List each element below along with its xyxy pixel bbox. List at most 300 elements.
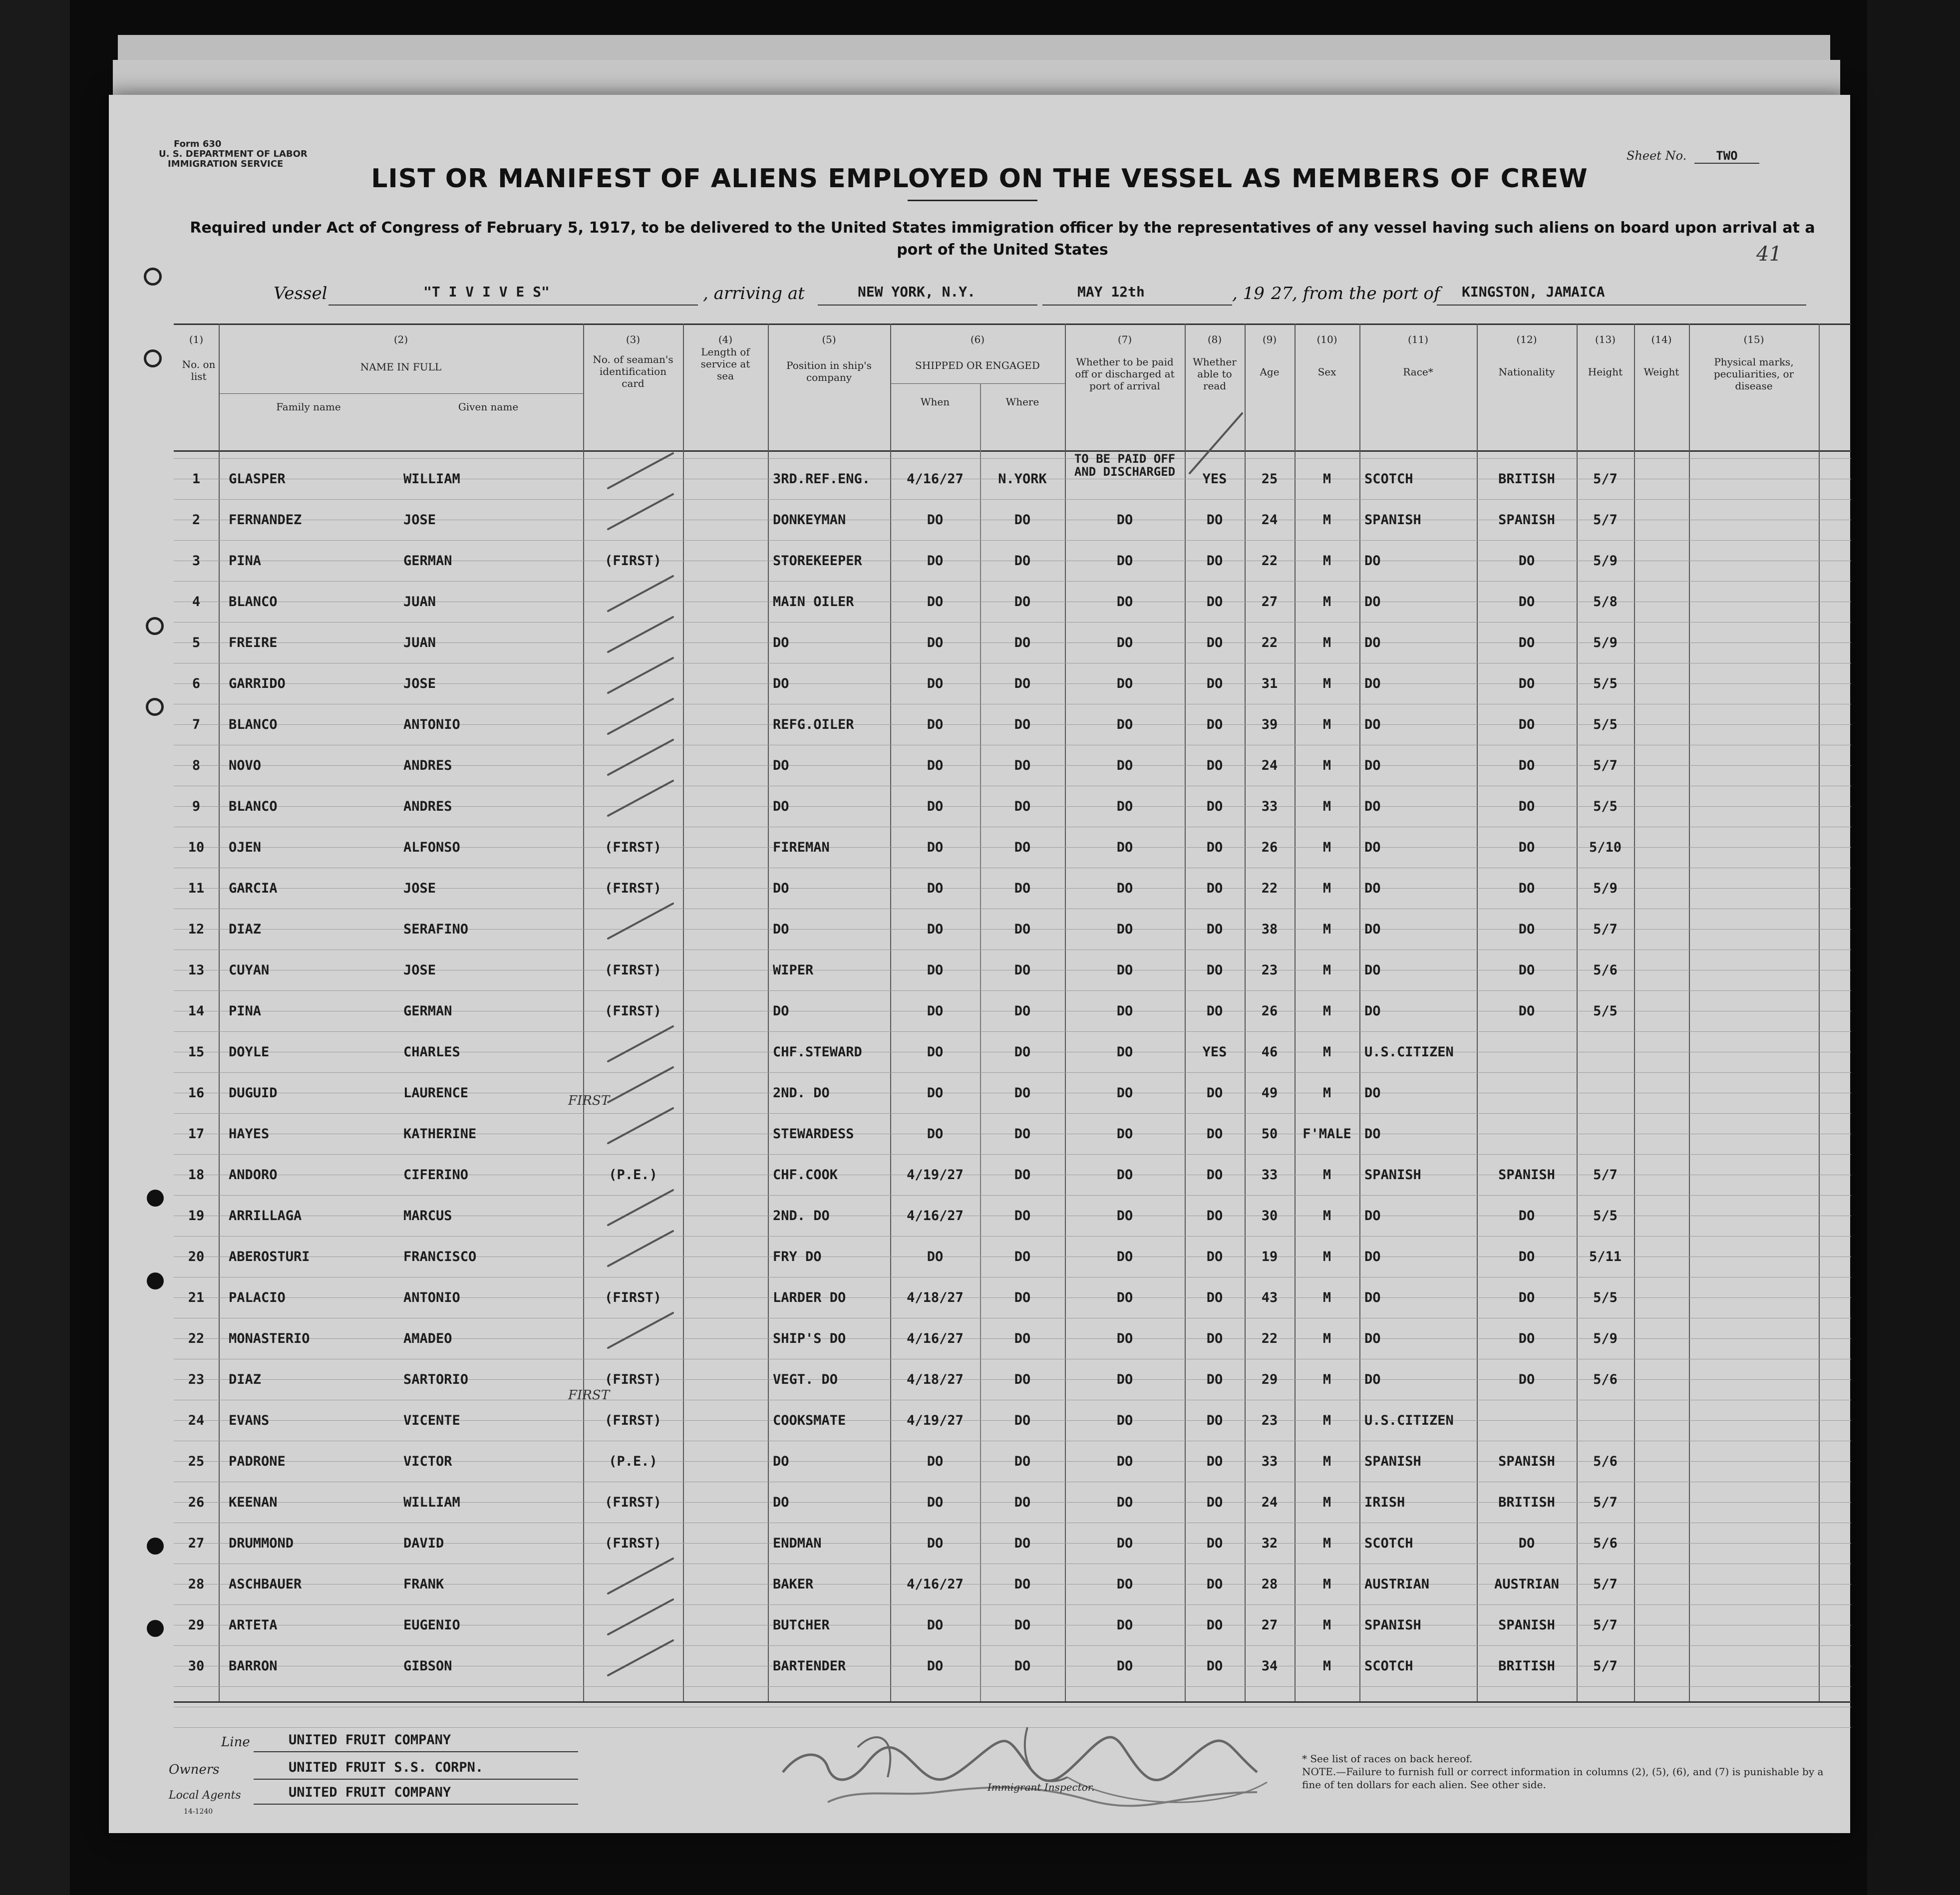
cell-where: DO bbox=[1014, 1577, 1031, 1592]
table-row bbox=[174, 1482, 1851, 1523]
cell-where: DO bbox=[1014, 1372, 1031, 1387]
cell-paid: DO bbox=[1116, 1290, 1133, 1305]
cell-height: 5/7 bbox=[1593, 922, 1618, 937]
cell-sex: M bbox=[1322, 1495, 1331, 1510]
cell-nationality: DO bbox=[1518, 799, 1535, 814]
cell-family: ANDORO bbox=[229, 1167, 278, 1183]
cell-age: 30 bbox=[1261, 1208, 1278, 1224]
cell-read: DO bbox=[1206, 962, 1223, 978]
cell-no: 9 bbox=[192, 799, 201, 814]
cell-sex: M bbox=[1322, 512, 1331, 528]
col-num-7: (7) bbox=[1117, 333, 1132, 345]
cell-sex: M bbox=[1322, 1085, 1331, 1101]
cell-age: 43 bbox=[1261, 1290, 1278, 1305]
cell-height: 5/6 bbox=[1593, 962, 1618, 978]
cell-when: 4/19/27 bbox=[907, 1413, 964, 1428]
col-sub-family: Family name bbox=[276, 401, 341, 413]
cell-read: DO bbox=[1206, 635, 1223, 650]
cell-sex: M bbox=[1322, 471, 1331, 487]
cell-read: DO bbox=[1206, 881, 1223, 896]
agents-label: Local Agents bbox=[169, 1789, 241, 1802]
cell-read: DO bbox=[1206, 594, 1223, 610]
col-label-9: Age bbox=[1260, 366, 1280, 378]
cell-paid: DO bbox=[1116, 1003, 1133, 1019]
cell-height: 5/9 bbox=[1593, 635, 1618, 650]
cell-height: 5/7 bbox=[1593, 512, 1618, 528]
cell-no: 22 bbox=[188, 1331, 205, 1346]
binder-hole bbox=[146, 617, 164, 635]
cell-read: DO bbox=[1206, 1085, 1223, 1101]
col-label-11: Race* bbox=[1403, 366, 1433, 378]
cell-no: 12 bbox=[188, 922, 205, 937]
cell-when: 4/16/27 bbox=[907, 1577, 964, 1592]
cell-nationality: DO bbox=[1518, 635, 1535, 650]
cell-age: 32 bbox=[1261, 1536, 1278, 1551]
cell-position: STOREKEEPER bbox=[773, 553, 862, 569]
cell-where: DO bbox=[1014, 962, 1031, 978]
cell-when: 4/19/27 bbox=[907, 1167, 964, 1183]
cell-race: DO bbox=[1364, 1372, 1381, 1387]
cell-height: 5/10 bbox=[1589, 840, 1622, 855]
cell-race: SPANISH bbox=[1364, 1617, 1421, 1633]
cell-when: DO bbox=[927, 553, 944, 569]
cell-height: 5/7 bbox=[1593, 1495, 1618, 1510]
cell-family: ABEROSTURI bbox=[229, 1249, 310, 1264]
cell-height: 5/9 bbox=[1593, 1331, 1618, 1346]
cell-no: 13 bbox=[188, 962, 205, 978]
cell-read: DO bbox=[1206, 799, 1223, 814]
cell-where: DO bbox=[1014, 881, 1031, 896]
cell-sex: M bbox=[1322, 1044, 1331, 1060]
cell-race: DO bbox=[1364, 1290, 1381, 1305]
cell-when: DO bbox=[927, 635, 944, 650]
cell-no: 25 bbox=[188, 1454, 205, 1469]
table-row bbox=[174, 745, 1851, 786]
cell-height: 5/5 bbox=[1593, 1003, 1618, 1019]
cell-position: CHF.COOK bbox=[773, 1167, 838, 1183]
cell-race: DO bbox=[1364, 635, 1381, 650]
cell-height: 5/5 bbox=[1593, 717, 1618, 732]
cell-position: DONKEYMAN bbox=[773, 512, 846, 528]
cell-when: DO bbox=[927, 717, 944, 732]
cell-paid: DO bbox=[1116, 1044, 1133, 1060]
col-num-5: (5) bbox=[822, 333, 836, 345]
cell-read: YES bbox=[1202, 471, 1227, 487]
cell-race: AUSTRIAN bbox=[1364, 1577, 1430, 1592]
cell-no: 1 bbox=[192, 471, 201, 487]
cell-given: GERMAN bbox=[403, 553, 452, 569]
cell-read: DO bbox=[1206, 1003, 1223, 1019]
cell-when: DO bbox=[927, 1126, 944, 1142]
cell-race: DO bbox=[1364, 676, 1381, 691]
cell-when: DO bbox=[927, 1003, 944, 1019]
cell-given: WILLIAM bbox=[403, 1495, 460, 1510]
cell-no: 4 bbox=[192, 594, 201, 610]
cell-given: JOSE bbox=[403, 962, 436, 978]
cell-when: DO bbox=[927, 881, 944, 896]
cell-read: DO bbox=[1206, 758, 1223, 773]
cell-given: JOSE bbox=[403, 881, 436, 896]
cell-given: GERMAN bbox=[403, 1003, 452, 1019]
cell-position: BUTCHER bbox=[773, 1617, 830, 1633]
cell-race: DO bbox=[1364, 962, 1381, 978]
cell-where: DO bbox=[1014, 1167, 1031, 1183]
col-num-14: (14) bbox=[1651, 333, 1672, 345]
cell-read: DO bbox=[1206, 1208, 1223, 1224]
cell-card: (FIRST) bbox=[605, 1290, 661, 1305]
cell-given: FRANCISCO bbox=[403, 1249, 477, 1264]
cell-family: ARRILLAGA bbox=[229, 1208, 302, 1224]
table-row bbox=[174, 786, 1851, 827]
cell-age: 33 bbox=[1261, 1454, 1278, 1469]
cell-nationality: AUSTRIAN bbox=[1494, 1577, 1560, 1592]
table-row bbox=[174, 1236, 1851, 1277]
cell-nationality: DO bbox=[1518, 1208, 1535, 1224]
cell-when: 4/16/27 bbox=[907, 1331, 964, 1346]
cell-age: 26 bbox=[1261, 840, 1278, 855]
cell-when: DO bbox=[927, 594, 944, 610]
cell-age: 22 bbox=[1261, 635, 1278, 650]
table-row bbox=[174, 1113, 1851, 1154]
agents-value: UNITED FRUIT COMPANY bbox=[289, 1785, 451, 1800]
table-row bbox=[174, 452, 1851, 499]
cell-height: 5/6 bbox=[1593, 1454, 1618, 1469]
cell-given: WILLIAM bbox=[403, 471, 460, 487]
sheet-value: TWO bbox=[1694, 149, 1759, 164]
cell-position: BARTENDER bbox=[773, 1658, 846, 1674]
col-num-11: (11) bbox=[1407, 333, 1429, 345]
cell-no: 15 bbox=[188, 1044, 205, 1060]
cell-position: FIREMAN bbox=[773, 840, 830, 855]
cell-position: DO bbox=[773, 799, 789, 814]
cell-paid: DO bbox=[1116, 1617, 1133, 1633]
owners-underline bbox=[254, 1779, 578, 1780]
cell-card: (FIRST) bbox=[605, 840, 661, 855]
cell-family: OJEN bbox=[229, 840, 262, 855]
cell-paid: DO bbox=[1116, 1331, 1133, 1346]
cell-no: 29 bbox=[188, 1617, 205, 1633]
cell-age: 23 bbox=[1261, 1413, 1278, 1428]
col-num-6: (6) bbox=[970, 333, 985, 345]
cell-paid: DO bbox=[1116, 1085, 1133, 1101]
cell-family: PADRONE bbox=[229, 1454, 286, 1469]
cell-when: 4/16/27 bbox=[907, 471, 964, 487]
cell-given: VICTOR bbox=[403, 1454, 452, 1469]
cell-sex: M bbox=[1322, 799, 1331, 814]
table-row bbox=[174, 868, 1851, 909]
cell-age: 33 bbox=[1261, 1167, 1278, 1183]
cell-race: DO bbox=[1364, 799, 1381, 814]
cell-where: DO bbox=[1014, 676, 1031, 691]
cell-height: 5/8 bbox=[1593, 594, 1618, 610]
cell-no: 18 bbox=[188, 1167, 205, 1183]
cell-given: ANTONIO bbox=[403, 1290, 460, 1305]
table-row bbox=[174, 1031, 1851, 1072]
cell-position: ENDMAN bbox=[773, 1536, 822, 1551]
cell-family: BARRON bbox=[229, 1658, 278, 1674]
cell-position: REFG.OILER bbox=[773, 717, 854, 732]
table-row bbox=[174, 1441, 1851, 1482]
cell-paid: DO bbox=[1116, 1577, 1133, 1592]
cell-read: DO bbox=[1206, 1617, 1223, 1633]
cell-nationality: DO bbox=[1518, 1290, 1535, 1305]
cell-nationality: DO bbox=[1518, 758, 1535, 773]
cell-no: 24 bbox=[188, 1413, 205, 1428]
table-row bbox=[174, 1523, 1851, 1564]
cell-given: JOSE bbox=[403, 512, 436, 528]
cell-given: JOSE bbox=[403, 676, 436, 691]
line-label: Line bbox=[221, 1735, 250, 1750]
cell-nationality: DO bbox=[1518, 1372, 1535, 1387]
cell-age: 22 bbox=[1261, 1331, 1278, 1346]
cell-position: FRY DO bbox=[773, 1249, 822, 1264]
cell-given: FRANK bbox=[403, 1577, 444, 1592]
cell-position: DO bbox=[773, 922, 789, 937]
cell-nationality: DO bbox=[1518, 840, 1535, 855]
cell-no: 6 bbox=[192, 676, 201, 691]
handwritten-first-18: FIRST bbox=[568, 1093, 610, 1108]
cell-where: DO bbox=[1014, 758, 1031, 773]
cell-paid: DO bbox=[1116, 1536, 1133, 1551]
cell-given: ANTONIO bbox=[403, 717, 460, 732]
cell-nationality: SPANISH bbox=[1498, 1617, 1555, 1633]
cell-family: FERNANDEZ bbox=[229, 512, 302, 528]
binder-hole bbox=[147, 1272, 164, 1289]
cell-no: 17 bbox=[188, 1126, 205, 1142]
cell-read: DO bbox=[1206, 1290, 1223, 1305]
cell-height: 5/6 bbox=[1593, 1372, 1618, 1387]
cell-paid: DO bbox=[1116, 512, 1133, 528]
cell-family: NOVO bbox=[229, 758, 262, 773]
table-row bbox=[174, 1318, 1851, 1359]
page-subtitle: Required under Act of Congress of February 5, 1917, to be delivered to the United States immigration officer by the representatives of any vessel having such aliens on board upon arrival at a port of the United States bbox=[190, 219, 1815, 259]
cell-when: DO bbox=[927, 1085, 944, 1101]
vessel-name: "T I V I V E S" bbox=[423, 284, 550, 300]
cell-sex: M bbox=[1322, 1617, 1331, 1633]
table-row bbox=[174, 1359, 1851, 1400]
vessel-line bbox=[274, 280, 1821, 310]
cell-given: JUAN bbox=[403, 635, 436, 650]
arrival-date: MAY 12th bbox=[1077, 284, 1145, 300]
department: U. S. DEPARTMENT OF LABOR bbox=[159, 149, 308, 159]
cell-paid: DO bbox=[1116, 799, 1133, 814]
year-prefix: , 19 bbox=[1232, 284, 1265, 304]
cell-height: 5/5 bbox=[1593, 676, 1618, 691]
cell-nationality: DO bbox=[1518, 1331, 1535, 1346]
table-row bbox=[174, 949, 1851, 990]
table-row bbox=[174, 1154, 1851, 1195]
cell-nationality: SPANISH bbox=[1498, 1167, 1555, 1183]
cell-when: DO bbox=[927, 1249, 944, 1264]
cell-nationality: DO bbox=[1518, 1536, 1535, 1551]
cell-card: (FIRST) bbox=[605, 1413, 661, 1428]
cell-age: 27 bbox=[1261, 594, 1278, 610]
cell-family: PINA bbox=[229, 1003, 262, 1019]
cell-no: 28 bbox=[188, 1577, 205, 1592]
cell-paid: DO bbox=[1116, 1658, 1133, 1674]
cell-no: 10 bbox=[188, 840, 205, 855]
cell-height: 5/7 bbox=[1593, 1167, 1618, 1183]
cell-height: 5/5 bbox=[1593, 1208, 1618, 1224]
cell-read: DO bbox=[1206, 1126, 1223, 1142]
col-sub-where: Where bbox=[1005, 396, 1039, 408]
cell-card: (FIRST) bbox=[605, 1536, 661, 1551]
cell-given: AMADEO bbox=[403, 1331, 452, 1346]
cell-when: DO bbox=[927, 962, 944, 978]
col-num-15: (15) bbox=[1743, 333, 1764, 345]
cell-given: JUAN bbox=[403, 594, 436, 610]
cell-age: 22 bbox=[1261, 553, 1278, 569]
cell-no: 14 bbox=[188, 1003, 205, 1019]
binder-hole bbox=[144, 268, 162, 286]
col-label-14: Weight bbox=[1643, 366, 1679, 378]
table-row bbox=[174, 622, 1851, 663]
cell-race: SPANISH bbox=[1364, 1454, 1421, 1469]
cell-sex: M bbox=[1322, 1290, 1331, 1305]
cell-sex: M bbox=[1322, 758, 1331, 773]
cell-age: 38 bbox=[1261, 922, 1278, 937]
cell-sex: M bbox=[1322, 1372, 1331, 1387]
cell-age: 50 bbox=[1261, 1126, 1278, 1142]
cell-age: 24 bbox=[1261, 1495, 1278, 1510]
cell-position: 3RD.REF.ENG. bbox=[773, 471, 871, 487]
crew-table bbox=[174, 323, 1851, 1716]
cell-position: BAKER bbox=[773, 1577, 814, 1592]
cell-height: 5/5 bbox=[1593, 799, 1618, 814]
cell-read: YES bbox=[1202, 1044, 1227, 1060]
cell-where: DO bbox=[1014, 799, 1031, 814]
cell-age: 19 bbox=[1261, 1249, 1278, 1264]
cell-age: 24 bbox=[1261, 512, 1278, 528]
cell-sex: M bbox=[1322, 922, 1331, 937]
sheet-label: Sheet No. bbox=[1627, 149, 1687, 163]
cell-family: ARTETA bbox=[229, 1617, 278, 1633]
cell-nationality: SPANISH bbox=[1498, 1454, 1555, 1469]
table-row bbox=[174, 1604, 1851, 1645]
cell-sex: M bbox=[1322, 1536, 1331, 1551]
cell-card: (FIRST) bbox=[605, 1495, 661, 1510]
cell-position: 2ND. DO bbox=[773, 1085, 830, 1101]
cell-when: 4/18/27 bbox=[907, 1290, 964, 1305]
cell-where: DO bbox=[1014, 1536, 1031, 1551]
cell-sex: M bbox=[1322, 1331, 1331, 1346]
cell-when: DO bbox=[927, 512, 944, 528]
cell-position: DO bbox=[773, 758, 789, 773]
cell-where: DO bbox=[1014, 840, 1031, 855]
cell-when: 4/18/27 bbox=[907, 1372, 964, 1387]
cell-given: DAVID bbox=[403, 1536, 444, 1551]
form-number: Form 630 bbox=[174, 139, 222, 149]
cell-when: DO bbox=[927, 840, 944, 855]
shipped-subrule bbox=[890, 383, 1065, 384]
col-num-3: (3) bbox=[626, 333, 641, 345]
cell-where: DO bbox=[1014, 594, 1031, 610]
cell-age: 46 bbox=[1261, 1044, 1278, 1060]
col-label-3: No. of seaman's identification card bbox=[593, 353, 673, 389]
cell-where: DO bbox=[1014, 1331, 1031, 1346]
cell-sex: M bbox=[1322, 635, 1331, 650]
binder-hole bbox=[147, 1190, 164, 1207]
cell-race: DO bbox=[1364, 1331, 1381, 1346]
cell-card: (FIRST) bbox=[605, 1003, 661, 1019]
cell-race: SCOTCH bbox=[1364, 471, 1413, 487]
cell-sex: M bbox=[1322, 553, 1331, 569]
cell-position: DO bbox=[773, 676, 789, 691]
cell-no: 3 bbox=[192, 553, 201, 569]
cell-family: PALACIO bbox=[229, 1290, 286, 1305]
col-sub-when: When bbox=[920, 396, 950, 408]
cell-age: 34 bbox=[1261, 1658, 1278, 1674]
page-mark: 41 bbox=[1756, 243, 1782, 266]
cell-race: SCOTCH bbox=[1364, 1658, 1413, 1674]
cell-sex: M bbox=[1322, 1454, 1331, 1469]
table-row bbox=[174, 540, 1851, 581]
cell-family: MONASTERIO bbox=[229, 1331, 310, 1346]
cell-position: DO bbox=[773, 881, 789, 896]
cell-race: SCOTCH bbox=[1364, 1536, 1413, 1551]
cell-card: (FIRST) bbox=[605, 962, 661, 978]
cell-no: 5 bbox=[192, 635, 201, 650]
cell-when: DO bbox=[927, 799, 944, 814]
from-port: KINGSTON, JAMAICA bbox=[1462, 284, 1605, 300]
cell-position: LARDER DO bbox=[773, 1290, 846, 1305]
cell-given: SARTORIO bbox=[403, 1372, 469, 1387]
cell-position: 2ND. DO bbox=[773, 1208, 830, 1224]
cell-where: DO bbox=[1014, 1290, 1031, 1305]
page-title: LIST OR MANIFEST OF ALIENS EMPLOYED ON THE VESSEL AS MEMBERS OF CREW bbox=[371, 164, 1588, 194]
cell-race: U.S.CITIZEN bbox=[1364, 1413, 1454, 1428]
cell-family: HAYES bbox=[229, 1126, 270, 1142]
cell-read: DO bbox=[1206, 1372, 1223, 1387]
cell-where: DO bbox=[1014, 512, 1031, 528]
cell-given: VICENTE bbox=[403, 1413, 460, 1428]
owners-value: UNITED FRUIT S.S. CORPN. bbox=[289, 1760, 484, 1775]
cell-read: DO bbox=[1206, 840, 1223, 855]
table-row bbox=[174, 581, 1851, 622]
cell-age: 31 bbox=[1261, 676, 1278, 691]
cell-read: DO bbox=[1206, 1413, 1223, 1428]
cell-family: PINA bbox=[229, 553, 262, 569]
cell-when: DO bbox=[927, 1617, 944, 1633]
cell-given: GIBSON bbox=[403, 1658, 452, 1674]
cell-card: (P.E.) bbox=[609, 1167, 657, 1183]
table-row bbox=[174, 1072, 1851, 1113]
cell-no: 2 bbox=[192, 512, 201, 528]
vessel-label: Vessel bbox=[274, 284, 327, 304]
cell-read: DO bbox=[1206, 717, 1223, 732]
cell-paid: TO BE PAID OFF AND DISCHARGED bbox=[1074, 452, 1176, 479]
cell-height: 5/11 bbox=[1589, 1249, 1622, 1264]
cell-family: FREIRE bbox=[229, 635, 278, 650]
cell-paid: DO bbox=[1116, 676, 1133, 691]
cell-nationality: BRITISH bbox=[1498, 1658, 1555, 1674]
cell-paid: DO bbox=[1116, 840, 1133, 855]
cell-no: 7 bbox=[192, 717, 201, 732]
cell-family: BLANCO bbox=[229, 799, 278, 814]
cell-paid: DO bbox=[1116, 1413, 1133, 1428]
row-rule bbox=[174, 1686, 1851, 1687]
col-label-13: Height bbox=[1588, 366, 1623, 378]
cell-where: DO bbox=[1014, 553, 1031, 569]
col-num-8: (8) bbox=[1207, 333, 1222, 345]
cell-race: DO bbox=[1364, 1126, 1381, 1142]
cell-family: KEENAN bbox=[229, 1495, 278, 1510]
cell-card: (FIRST) bbox=[605, 1372, 661, 1387]
cell-race: DO bbox=[1364, 717, 1381, 732]
cell-no: 21 bbox=[188, 1290, 205, 1305]
table-row bbox=[174, 909, 1851, 949]
cell-paid: DO bbox=[1116, 717, 1133, 732]
